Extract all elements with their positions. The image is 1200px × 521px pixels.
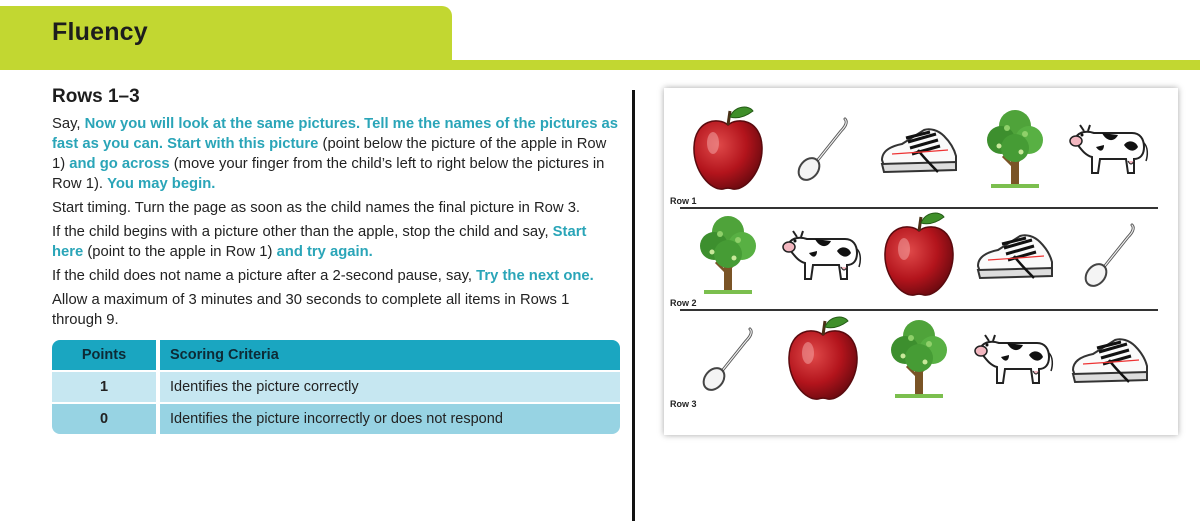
teacher-script: and go across xyxy=(69,156,170,172)
scoring-header-row xyxy=(52,340,620,370)
spoon-picture xyxy=(793,113,853,188)
text: If the child begins with a picture other than the apple, stop the child and say, xyxy=(52,224,553,240)
cow-picture xyxy=(973,327,1057,394)
shoe-picture xyxy=(1069,330,1151,391)
text: (point to the apple in Row 1) xyxy=(83,244,277,260)
criteria-cell: Identifies the picture incorrectly or does not respond xyxy=(160,404,620,434)
tree-picture xyxy=(889,316,949,405)
scoring-table xyxy=(52,340,620,434)
cow-picture xyxy=(781,223,865,290)
section-heading: Rows 1–3 xyxy=(52,86,140,107)
shoe-picture xyxy=(878,120,960,181)
text: Say, xyxy=(52,116,85,132)
picture-row-3 xyxy=(680,310,1158,418)
teacher-script: and try again. xyxy=(276,244,373,260)
table-row xyxy=(52,404,620,434)
apple-picture xyxy=(784,313,862,408)
instruction-paragraph-4 xyxy=(52,266,620,286)
spoon-picture xyxy=(1080,219,1140,294)
tree-picture xyxy=(698,212,758,301)
column-divider xyxy=(632,90,635,521)
shoe-picture xyxy=(974,226,1056,287)
picture-row-2 xyxy=(680,206,1158,314)
instructions-panel xyxy=(52,86,620,334)
row-label: Row 1 xyxy=(670,196,697,206)
text: (move your finger from the child’s left to right below the pictures in Row 1). xyxy=(52,156,605,192)
teacher-script: Try the next one. xyxy=(476,268,594,284)
row-label: Row 3 xyxy=(670,399,697,409)
spoon-picture xyxy=(698,323,758,398)
row-label: Row 2 xyxy=(670,298,697,308)
cow-picture xyxy=(1068,117,1152,184)
teacher-script: You may begin. xyxy=(107,176,216,192)
apple-picture xyxy=(689,103,767,198)
instruction-paragraph-5: Allow a maximum of 3 minutes and 30 seconds to complete all items in Rows 1 through 9. xyxy=(52,292,570,328)
tree-picture xyxy=(985,106,1045,195)
instruction-paragraph-3 xyxy=(52,222,620,262)
criteria-header: Scoring Criteria xyxy=(160,340,620,370)
criteria-cell: Identifies the picture correctly xyxy=(160,372,620,402)
picture-row-1 xyxy=(680,100,1158,208)
text: (point below the picture of the apple in Row 1) xyxy=(52,136,607,172)
header-bar xyxy=(0,60,1200,70)
instruction-paragraph-2: Start timing. Turn the page as soon as the child names the final picture in Row 3. xyxy=(52,200,581,216)
teacher-script: Now you will look at the same pictures. Tell me the names of the pictures as fast as you can. Start with this picture xyxy=(52,116,618,152)
instruction-paragraph-1 xyxy=(52,114,620,194)
points-header: Points xyxy=(52,340,156,370)
text: If the child does not name a picture after a 2-second pause, say, xyxy=(52,268,477,284)
points-cell: 0 xyxy=(52,404,156,434)
table-row xyxy=(52,372,620,402)
picture-card xyxy=(664,88,1178,435)
page-title: Fluency xyxy=(52,18,148,46)
apple-picture xyxy=(880,209,958,304)
points-cell: 1 xyxy=(52,372,156,402)
teacher-script: Start here xyxy=(52,224,587,260)
